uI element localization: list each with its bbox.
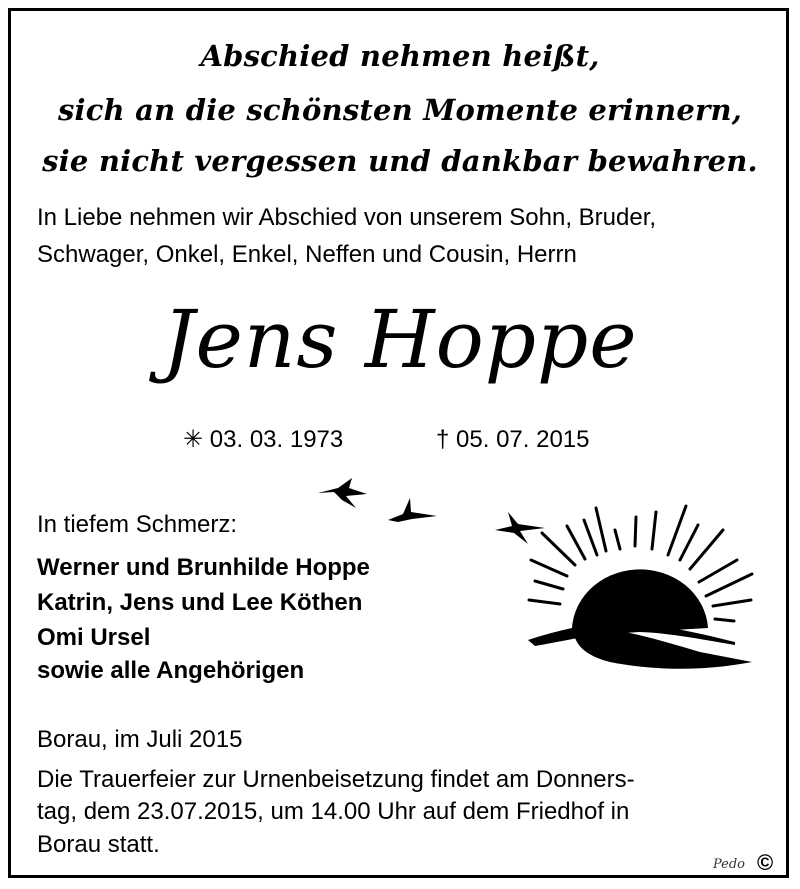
- death-date-value: 05. 07. 2015: [456, 426, 590, 453]
- mourner-name: Werner und Brunhilde Hoppe: [37, 554, 370, 581]
- quote-line-1: Abschied nehmen heißt,: [200, 39, 600, 73]
- mourner-name: sowie alle Angehörigen: [37, 657, 305, 684]
- death-cross-icon: †: [436, 426, 450, 453]
- quote-line-3: sie nicht vergessen und dankbar bewahren.: [42, 144, 758, 178]
- ceremony-line-2: tag, dem 23.07.2015, um 14.00 Uhr auf dem Friedhof in: [37, 798, 630, 825]
- birth-date-value: 03. 03. 1973: [209, 426, 344, 453]
- crane-icon: [495, 512, 545, 544]
- sun-icon: [529, 506, 752, 636]
- hills-icon: [528, 623, 752, 669]
- intro-line-1: In Liebe nehmen wir Abschied von unserem Sohn, Bruder,: [37, 204, 657, 231]
- intro-line-2: Schwager, Onkel, Enkel, Neffen und Cousin, Herrn: [37, 241, 577, 268]
- artist-credit: Pedo: [713, 857, 746, 872]
- place-date: Borau, im Juli 2015: [37, 726, 243, 753]
- quote-line-2: sich an die schönsten Momente erinnern,: [57, 93, 743, 127]
- crane-icon: [388, 498, 437, 522]
- ceremony-line-1: Die Trauerfeier zur Urnenbeisetzung findet am Donners-: [37, 766, 635, 793]
- mourner-name: Omi Ursel: [37, 624, 151, 651]
- birth-star-icon: ✳: [183, 426, 204, 453]
- deceased-name: Jens Hoppe: [162, 293, 638, 386]
- copyright-icon: ©: [757, 850, 774, 875]
- mourner-name: Katrin, Jens und Lee Köthen: [37, 589, 363, 616]
- mourners-heading: In tiefem Schmerz:: [37, 511, 238, 538]
- ceremony-line-3: Borau statt.: [37, 831, 160, 858]
- crane-icon: [318, 478, 367, 508]
